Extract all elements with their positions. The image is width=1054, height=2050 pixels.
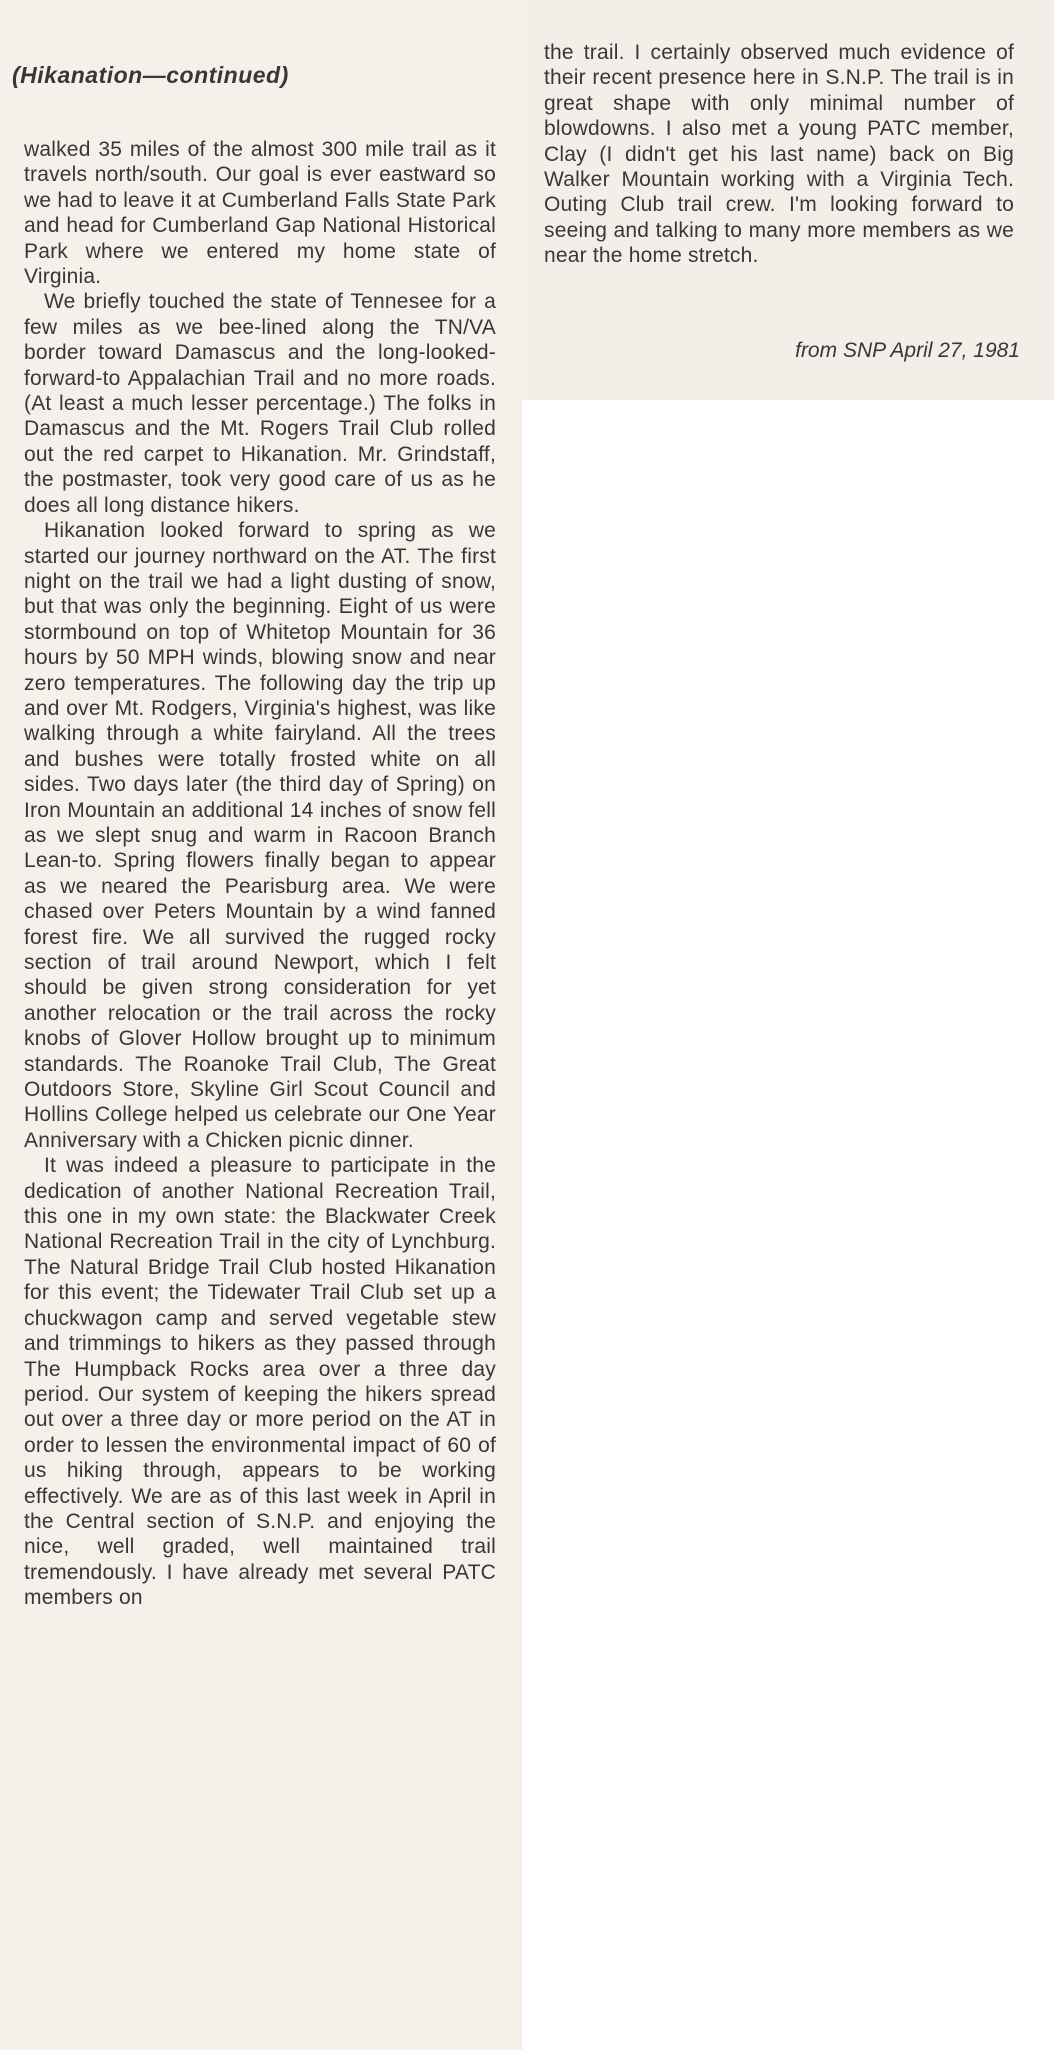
paragraph: We briefly touched the state of Tennesee for a few miles as we bee-lined along the TN/VA border toward Damascus and the long-looked-forward-to Appalachian Trail and no more roads. (At least a much lesser percentage.) The folks in Damascus and the Mt. Rogers Trail Club rolled out the red carpet to Hikanation. Mr. Grindstaff, the postmaster, took very good care of us as he does all long distance hikers. [24,290,496,517]
paragraph: It was indeed a pleasure to participate in the dedication of another National Recreation Trail, this one in my own state: the Blackwater Creek National Recreation Trail in the city of Lynchburg. The Natural Bridge Trail Club hosted Hikanation for this event; the Tidewater Trail Club set up a chuckwagon camp and served vegetable stew and trimmings to hikers as they passed through The Humpback Rocks area over a three day period. Our system of keeping the hikers spread out over a three day or more period on the AT in order to lessen the environmental impact of 60 of us hiking through, appears to be working effectively. We are as of this last week in April in the Central section of S.N.P. and enjoying the nice, well graded, well maintained trail tremendously. I have already met several PATC members on [24,1154,496,1610]
paragraph: walked 35 miles of the almost 300 mile trail as it travels north/south. Our goal is ever eastward so we had to leave it at Cumberland Falls State Park and head for Cumberland Gap National Historical Park where we entered my home state of Virginia. [24,138,496,289]
source-credit: from SNP April 27, 1981 [795,339,1020,362]
paragraph: Hikanation looked forward to spring as we started our journey northward on the AT. The first night on the trail we had a light dusting of snow, but that was only the beginning. Eight of us were stormbound on top of Whitetop Mountain for 36 hours by 50 MPH winds, blowing snow and near zero temperatures. The following day the trip up and over Mt. Rodgers, Virginia's highest, was like walking through a white fairyland. All the trees and bushes were totally frosted white on all sides. Two days later (the third day of Spring) on Iron Mountain an additional 14 inches of snow fell as we slept snug and warm in Racoon Branch Lean-to. Spring flowers finally began to appear as we neared the Pearisburg area. We were chased over Peters Mountain by a wind fanned forest fire. We all survived the rugged rocky section of trail around Newport, which I felt should be given strong consideration for yet another relocation or the trail across the rocky knobs of Glover Hollow brought up to minimum standards. The Roanoke Trail Club, The Great Outdoors Store, Skyline Girl Scout Council and Hollins College helped us celebrate our One Year Anniversary with a Chicken picnic dinner. [24,519,496,1152]
left-text-column [24,137,496,1611]
paragraph: the trail. I certainly observed much evidence of their recent presence here in S.N.P. The trail is in great shape with only minimal number of blowdowns. I also met a young PATC member, Clay (I didn't get his last name) back on Big Walker Mountain working with a Virginia Tech. Outing Club trail crew. I'm looking forward to seeing and talking to many more members as we near the home stretch. [544,41,1014,268]
right-text-column [544,40,1014,269]
article-heading: (Hikanation—continued) [12,62,289,88]
